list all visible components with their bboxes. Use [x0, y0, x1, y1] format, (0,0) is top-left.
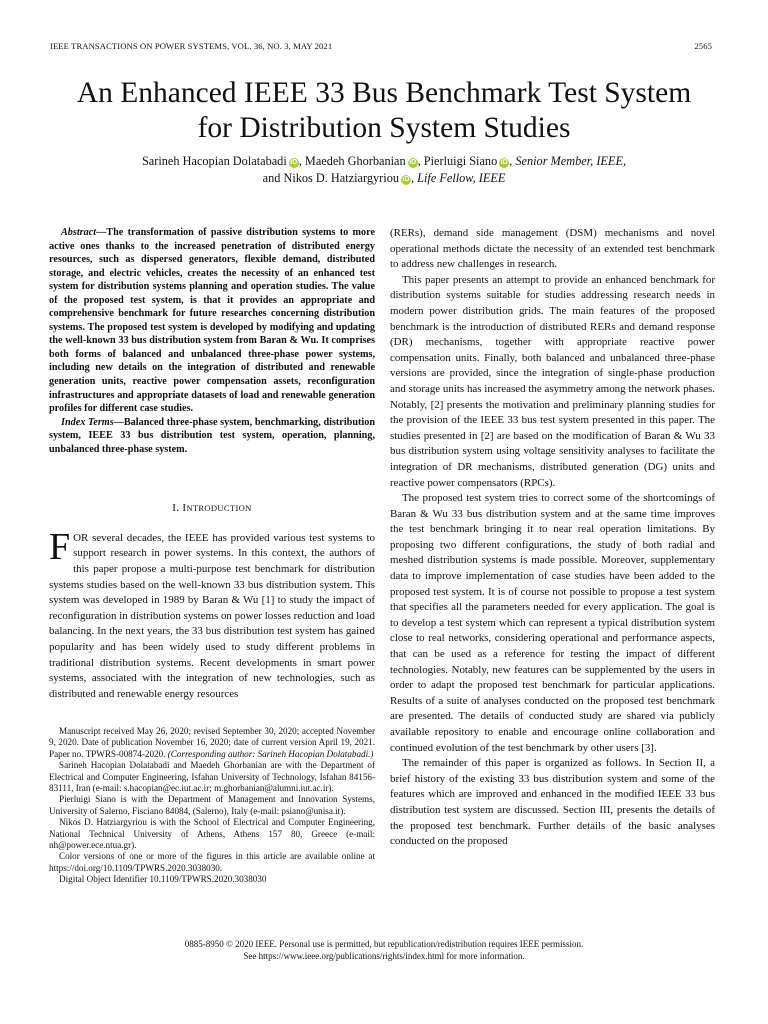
- author-2: , Maedeh Ghorbanian: [298, 154, 406, 168]
- abstract-label: Abstract: [61, 227, 97, 238]
- title-line-2: for Distribution System Studies: [197, 112, 571, 144]
- orcid-icon[interactable]: iD: [402, 176, 410, 183]
- author-list: [20, 153, 748, 187]
- footnotes: [49, 726, 375, 886]
- footnote-affiliation-3: Nikos D. Hatziargyriou is with the School of Electrical and Computer Engineering, National Technical University of Athens, Athens 157 80, Greece (e-mail: nh@power.ece.ntua.gr).: [49, 817, 375, 851]
- body-paragraph: The remainder of this paper is organized as follows. In Section II, a brief history of the existing 33 bus distribution system and some of the features which are improved and enhanced in the modified IEEE 33 bus distribution test system are discussed. Section III, presents the details of the proposed test benchmark. Further details of the basic analyses conducted on the proposed: [390, 757, 715, 848]
- intro-paragraph: FOR several decades, the IEEE has provided various test systems to support research in power systems. In this context, the authors of this paper propose a multi-purpose test benchmark for distribution systems studies based on the well-known 33 bus distribution system. This system was developed in 1989 by Baran & Wu [1] to study the impact of reconfiguration in distribution systems on power losses reduction and load balancing. In the next years, the 33 bus distribution test system has gained popularity and has been widely used to study different problems in traditional distribution systems. Recent developments in smart power systems, associated with the integration of new technologies, such as distributed and renewable energy resources: [49, 525, 375, 700]
- index-terms: [49, 416, 375, 457]
- copyright-line-2: See https://www.ieee.org/publications/rights/index.html for more information.: [243, 950, 525, 961]
- author-line-1: [20, 153, 748, 170]
- right-column: [390, 226, 715, 850]
- author-line-2: [20, 170, 748, 187]
- author-4-role: , Life Fellow, IEEE: [411, 171, 506, 185]
- body-paragraph: (RERs), demand side management (DSM) mechanisms and novel operational methods dictate the necessity of an extended test benchmark to address new challenges in research.: [390, 227, 715, 271]
- body-paragraph: The proposed test system tries to correct some of the shortcomings of Baran & Wu 33 bus distribution system and at the same time improves the test benchmark bringing it to near real operation limitations. By proposing two different configurations, the study of both radial and meshed distribution systems is made possible. Moreover, supplementary data to improve implementation of case studies have been added to the proposed test system. It is of course not possible to propose a test system that specifies all the parameters needed for every application. The goal is to develop a test system which can represent a typical distribution system close to real networks, considering operational and performance aspects, that can be used as a reference for testing the impact of different technologies. Notably, new features can be supplemented by the users in order to adapt the proposed test benchmark for particular applications. Results of a suite of analyses conducted on the proposed test benchmark are presented. The details of conducted study are shared via publicly available repository to enable and encourage online collaboration and continued evolution of the test benchmark by other users [3].: [390, 492, 715, 754]
- author-3-role: , Senior Member, IEEE,: [509, 154, 627, 168]
- author-1: Sarineh Hacopian Dolatabadi: [141, 154, 287, 168]
- page-number: 2565: [694, 41, 712, 51]
- abstract: [49, 226, 375, 416]
- orcid-icon[interactable]: iD: [500, 159, 508, 166]
- section-heading-introduction: I. INTRODUCTION: [172, 502, 252, 515]
- running-header: [50, 41, 712, 51]
- author-3: , Pierluigi Siano: [417, 154, 498, 168]
- copyright-line-1: 0885-8950 © 2020 IEEE. Personal use is permitted, but republication/redistribution requires IEEE permission.: [184, 939, 584, 949]
- title-line-1: An Enhanced IEEE 33 Bus Benchmark Test System: [76, 77, 692, 109]
- index-terms-text: —Balanced three-phase system, benchmarking, distribution system, IEEE 33 bus distribution test system, operation, planning, unbalanced three-phase system.: [49, 416, 375, 455]
- author-4: and Nikos D. Hatziargyriou: [262, 171, 399, 185]
- footnote-affiliation-2: Pierluigi Siano is with the Department of Management and Innovation Systems, University of Salerno, Fisciano 84084, (Salerno), Italy (e-mail: psiano@unisa.it).: [49, 794, 375, 816]
- journal-name: IEEE TRANSACTIONS ON POWER SYSTEMS, VOL. 36, NO. 3, MAY 2021: [50, 41, 333, 51]
- copyright-notice: [20, 939, 748, 962]
- drop-cap: F: [49, 525, 71, 568]
- footnote-affiliation-1: Sarineh Hacopian Dolatabadi and Maedeh Ghorbanian are with the Department of Electrical and Computer Engineering, Isfahan University of Technology, Isfahan 84156-83111, Iran (e-mail: s.hacopian@ec.iut.ac.ir; m.ghorbanian@alumni.iut.ac.ir).: [49, 760, 375, 794]
- body-paragraph: This paper presents an attempt to provide an enhanced benchmark for distribution systems suitable for studies addressing research needs in modern power distribution grids. The main features of the proposed benchmark is the introduction of distributed RERs and demand response (DR) mechanisms, together with appropriate reactive power compensation units. Finally, both balanced and unbalanced three-phase versions are provided, since the integration of single-phase production and storage units has increased the asymmetry among the network phases. Notably, [2] presents the motivation and preliminary planning studies for the provision of the IEEE 33 bus test system presented in this paper. The studies presented in [2] are based on the modification of Baran & Wu 33 bus distribution system using voltage sensitivity analyses to facilitate the integration of DR mechanisms, distributed generation (DG) units and reactive power compensators (RPCs).: [390, 273, 715, 489]
- footnote-color-versions: Color versions of one or more of the figures in this article are available online at https://doi.org/10.1109/TPWRS.2020.3038030.: [49, 851, 375, 873]
- abstract-text: —The transformation of passive distribution systems to more active ones thanks to the increased penetration of distributed energy resources, such as dispersed generators, flexible demand, distributed storage, and electric vehicles, creates the necessity of an enhanced test system for distribution systems planning and operation studies. The value of the proposed test system, is that it provides an appropriate and comprehensive benchmark for future researches concerning distribution systems. The proposed test system is developed by modifying and updating the well-known 33 bus distribution system from Baran & Wu. It comprises both forms of balanced and unbalanced three-phase power systems, including new details on the integration of distributed and renewable generation units, reactive power compensation assets, reconfiguration infrastructures and appropriate datasets of load and renewable generation profiles for different case studies.: [49, 227, 375, 415]
- orcid-icon[interactable]: iD: [290, 159, 298, 166]
- orcid-icon[interactable]: iD: [409, 159, 417, 166]
- paper-title: [20, 76, 748, 146]
- footnote-manuscript: Manuscript received May 26, 2020; revised September 30, 2020; accepted November 9, 2020. Date of publication November 16, 2020; date of current version April 19, 2021. Paper no. TPWRS-00874-2020. (Corresponding author: Sarineh Hacopian Dolatabadi.): [49, 726, 375, 759]
- index-terms-label: Index Terms: [61, 416, 114, 428]
- footnote-doi: Digital Object Identifier 10.1109/TPWRS.2020.3038030: [59, 874, 267, 885]
- left-column: [49, 226, 375, 702]
